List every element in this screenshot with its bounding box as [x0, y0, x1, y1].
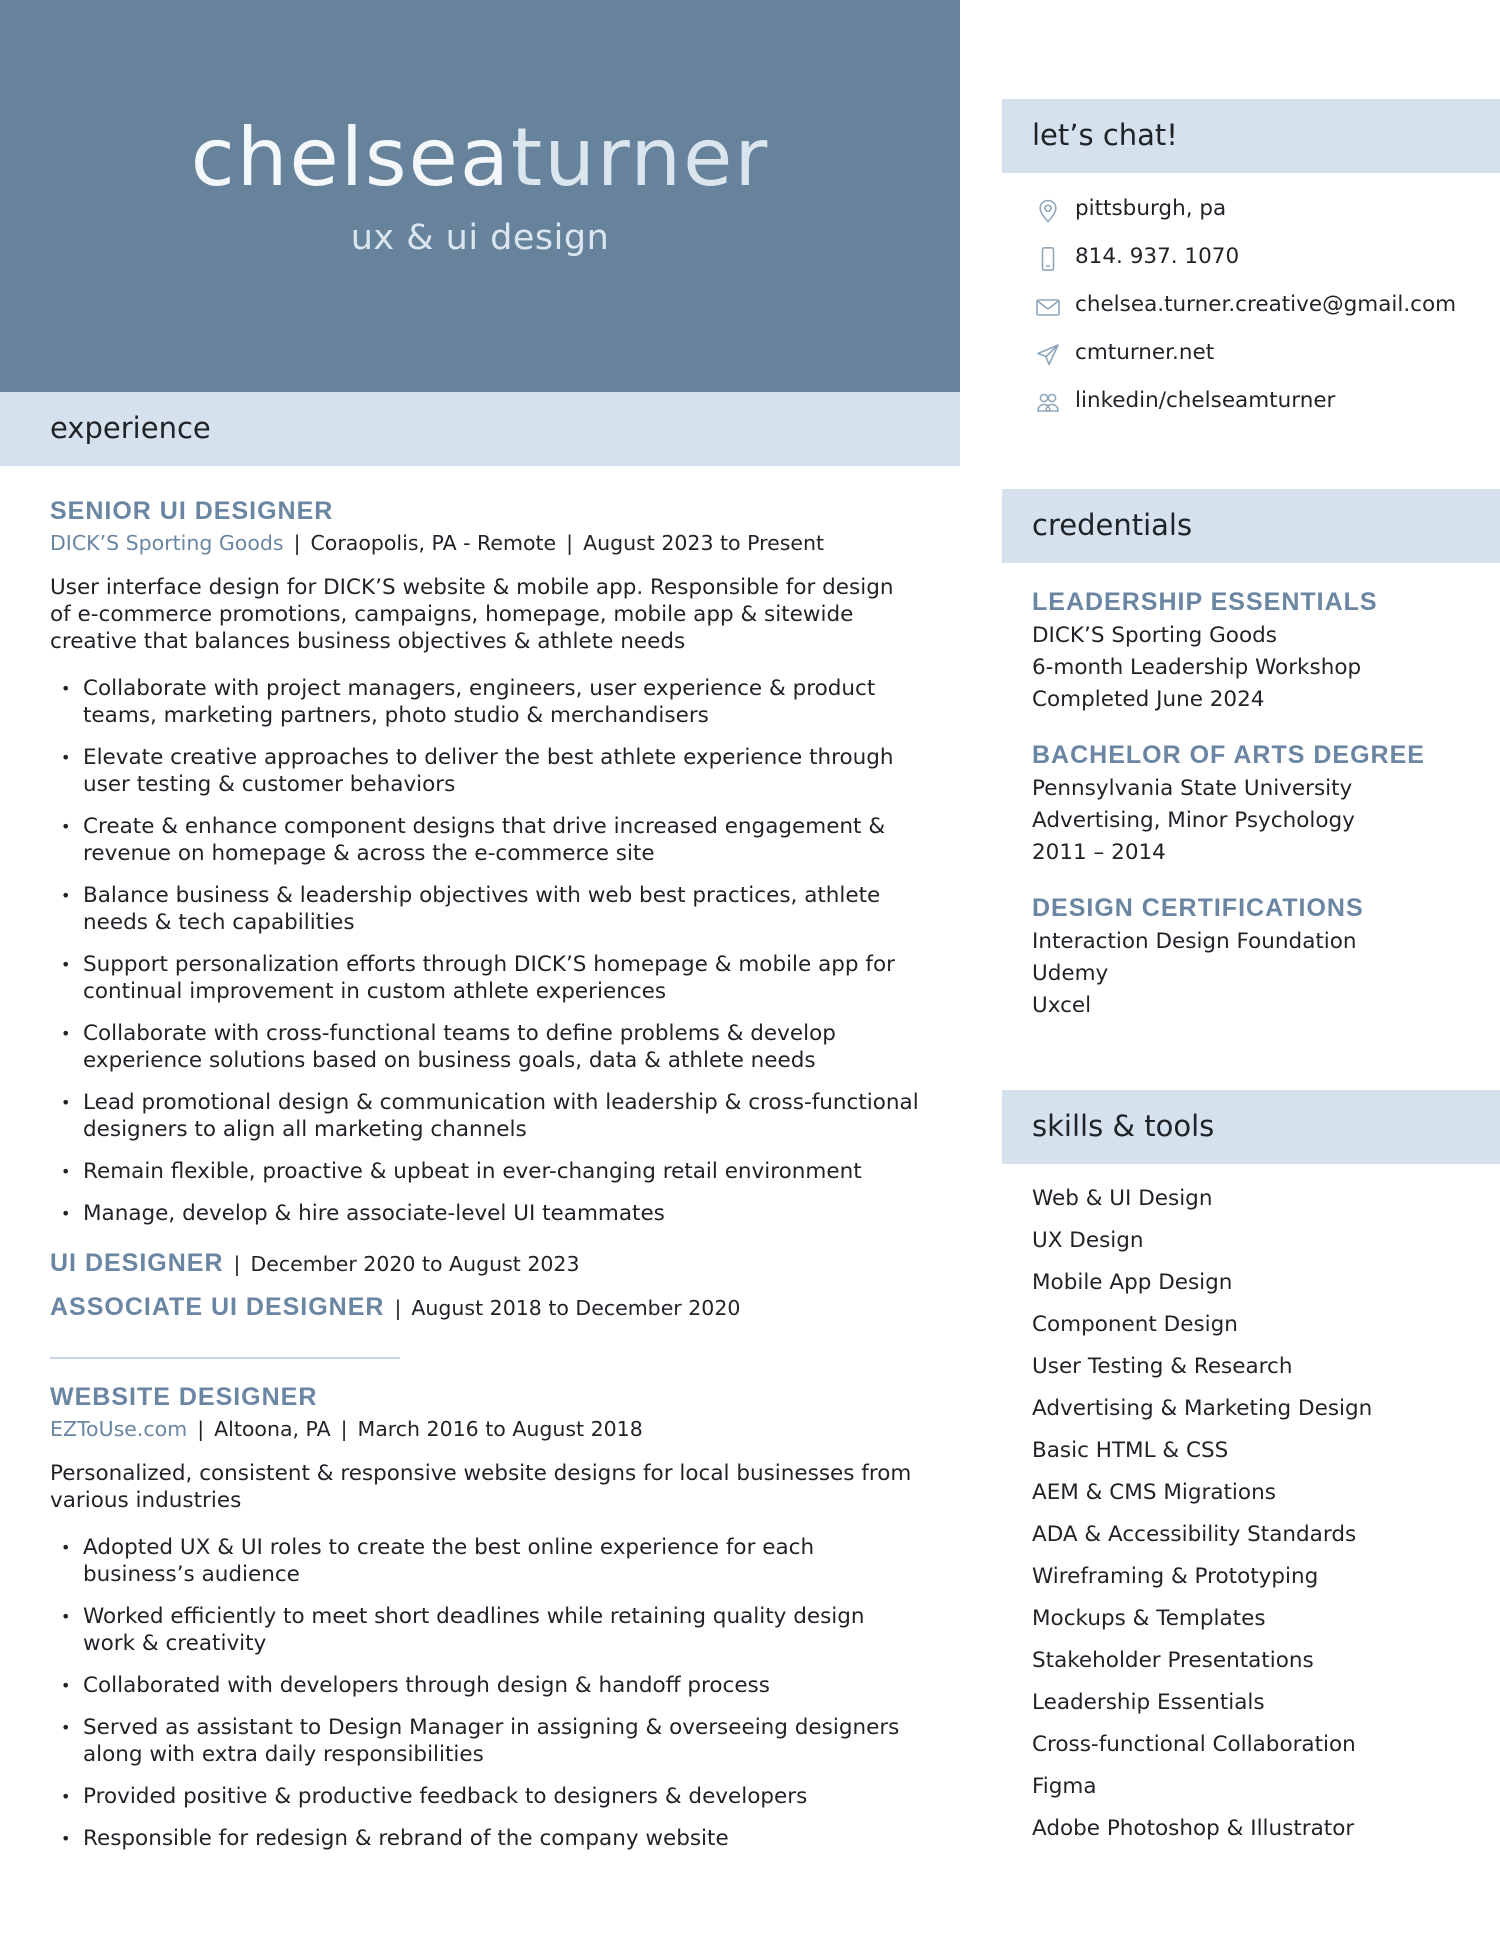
credential-line: DICK’S Sporting Goods: [1032, 623, 1277, 648]
contact-email[interactable]: [1035, 292, 1495, 322]
skill-item: Cross-functional Collaboration: [1032, 1732, 1356, 1757]
list-item: • Collaborate with project managers, engineers, user experience & product teams, marketing partners, photo studio & merchandisers: [50, 675, 920, 729]
skill-item: Stakeholder Presentations: [1032, 1648, 1314, 1673]
company-name: EZToUse.com: [50, 1417, 188, 1441]
list-item: • Adopted UX & UI roles to create the best online experience for each business’s audience: [50, 1534, 920, 1588]
job-meta-senior: DICK’S Sporting Goods | Coraopolis, PA - Remote | August 2023 to Present: [50, 531, 825, 555]
credential-line: 6-month Leadership Workshop: [1032, 655, 1362, 680]
job-line-ui: UI DESIGNER | December 2020 to August 2023: [50, 1249, 580, 1277]
skill-item: Web & UI Design: [1032, 1186, 1213, 1211]
contact-website-text[interactable]: cmturner.net: [1075, 340, 1215, 365]
skill-item: Leadership Essentials: [1032, 1690, 1265, 1715]
contact-phone-text[interactable]: 814. 937. 1070: [1075, 244, 1240, 269]
contact-website[interactable]: [1035, 340, 1495, 370]
experience-heading: experience: [50, 411, 211, 445]
list-item: • Lead promotional design & communication with leadership & cross-functional designers to align all marketing channels: [50, 1089, 920, 1143]
job-title-senior: SENIOR UI DESIGNER: [50, 497, 334, 525]
list-item: • Responsible for redesign & rebrand of the company website: [50, 1825, 920, 1852]
credential-line: Pennsylvania State University: [1032, 776, 1353, 801]
list-item: • Support personalization efforts through DICK’S homepage & mobile app for continual improvement in custom athlete experiences: [50, 951, 920, 1005]
skill-item: ADA & Accessibility Standards: [1032, 1522, 1357, 1547]
list-item: • Provided positive & productive feedback to designers & developers: [50, 1783, 920, 1810]
skill-item: Component Design: [1032, 1312, 1238, 1337]
contact-phone[interactable]: [1035, 244, 1495, 274]
experience-heading-band: [0, 392, 960, 466]
contact-linkedin[interactable]: [1035, 388, 1495, 418]
credential-title: LEADERSHIP ESSENTIALS: [1032, 588, 1378, 616]
people-icon: [1035, 390, 1061, 416]
job-meta-website: EZToUse.com | Altoona, PA | March 2016 to August 2018: [50, 1417, 643, 1441]
list-item: • Collaborated with developers through design & handoff process: [50, 1672, 920, 1699]
name-last: turner: [510, 111, 770, 204]
resume-header: [0, 0, 960, 392]
credentials-heading-band: [1002, 489, 1500, 563]
skill-item: AEM & CMS Migrations: [1032, 1480, 1276, 1505]
company-name: DICK’S Sporting Goods: [50, 531, 284, 555]
job-location: Coraopolis, PA - Remote: [310, 531, 557, 555]
skill-item: User Testing & Research: [1032, 1354, 1293, 1379]
mail-icon: [1035, 294, 1061, 320]
credential-line: Advertising, Minor Psychology: [1032, 808, 1355, 833]
contact-heading-band: [1002, 99, 1500, 173]
credential-line: Uxcel: [1032, 993, 1092, 1018]
credentials-heading: credentials: [1032, 508, 1193, 542]
job-location: Altoona, PA: [214, 1417, 331, 1441]
job-line-associate: ASSOCIATE UI DESIGNER | August 2018 to December 2020: [50, 1293, 741, 1321]
skills-heading-band: [1002, 1090, 1500, 1164]
job-dates: March 2016 to August 2018: [357, 1417, 643, 1441]
contact-heading: let’s chat!: [1032, 118, 1178, 152]
skill-item: Mockups & Templates: [1032, 1606, 1266, 1631]
list-item: • Served as assistant to Design Manager in assigning & overseeing designers along with extra daily responsibilities: [50, 1714, 920, 1768]
skill-item: UX Design: [1032, 1228, 1144, 1253]
job-dates: August 2018 to December 2020: [411, 1296, 741, 1320]
contact-email-text[interactable]: chelsea.turner.creative@gmail.com: [1075, 292, 1457, 317]
job-description-senior: User interface design for DICK’S website & mobile app. Responsible for design of e-commerce promotions, campaigns, homepage, mobile app & sitewide creative that balances business objectives & athlete needs: [50, 575, 894, 654]
job-title-ui: UI DESIGNER: [50, 1249, 224, 1277]
contact-location-text: pittsburgh, pa: [1075, 196, 1227, 221]
credential-title: DESIGN CERTIFICATIONS: [1032, 894, 1364, 922]
candidate-name: [0, 111, 960, 204]
skill-item: Wireframing & Prototyping: [1032, 1564, 1319, 1589]
skill-item: Advertising & Marketing Design: [1032, 1396, 1373, 1421]
list-item: • Elevate creative approaches to deliver the best athlete experience through user testing & customer behaviors: [50, 744, 920, 798]
bullet-list-senior: [50, 675, 920, 1242]
list-item: • Balance business & leadership objectives with web best practices, athlete needs & tech capabilities: [50, 882, 920, 936]
contact-location: [1035, 196, 1495, 226]
skill-item: Adobe Photoshop & Illustrator: [1032, 1816, 1355, 1841]
skill-item: Figma: [1032, 1774, 1097, 1799]
job-dates: December 2020 to August 2023: [250, 1252, 580, 1276]
list-item: • Collaborate with cross-functional teams to define problems & develop experience solutions based on business goals, data & athlete needs: [50, 1020, 920, 1074]
skills-heading: skills & tools: [1032, 1109, 1215, 1143]
credential-title: BACHELOR OF ARTS DEGREE: [1032, 741, 1425, 769]
section-divider: [50, 1357, 400, 1359]
location-pin-icon: [1035, 198, 1061, 224]
skill-item: Mobile App Design: [1032, 1270, 1233, 1295]
contact-linkedin-text[interactable]: linkedin/chelseamturner: [1075, 388, 1336, 413]
list-item: • Worked efficiently to meet short deadlines while retaining quality design work & creativity: [50, 1603, 920, 1657]
bullet-list-website: [50, 1534, 920, 1867]
job-title-associate: ASSOCIATE UI DESIGNER: [50, 1293, 385, 1321]
name-first: chelsea: [190, 111, 511, 204]
list-item: • Manage, develop & hire associate-level UI teammates: [50, 1200, 920, 1227]
credential-line: 2011 – 2014: [1032, 840, 1166, 865]
list-item: • Remain flexible, proactive & upbeat in ever-changing retail environment: [50, 1158, 920, 1185]
credential-line: Udemy: [1032, 961, 1109, 986]
job-description-website: Personalized, consistent & responsive website designs for local businesses from various industries: [50, 1461, 912, 1513]
list-item: • Create & enhance component designs that drive increased engagement & revenue on homepage & across the e-commerce site: [50, 813, 920, 867]
candidate-role: ux & ui design: [350, 218, 610, 258]
credential-line: Interaction Design Foundation: [1032, 929, 1357, 954]
job-title-website: WEBSITE DESIGNER: [50, 1383, 318, 1411]
send-icon: [1035, 342, 1061, 368]
job-dates: August 2023 to Present: [583, 531, 825, 555]
credential-line: Completed June 2024: [1032, 687, 1265, 712]
skill-item: Basic HTML & CSS: [1032, 1438, 1229, 1463]
phone-icon: [1035, 246, 1061, 272]
